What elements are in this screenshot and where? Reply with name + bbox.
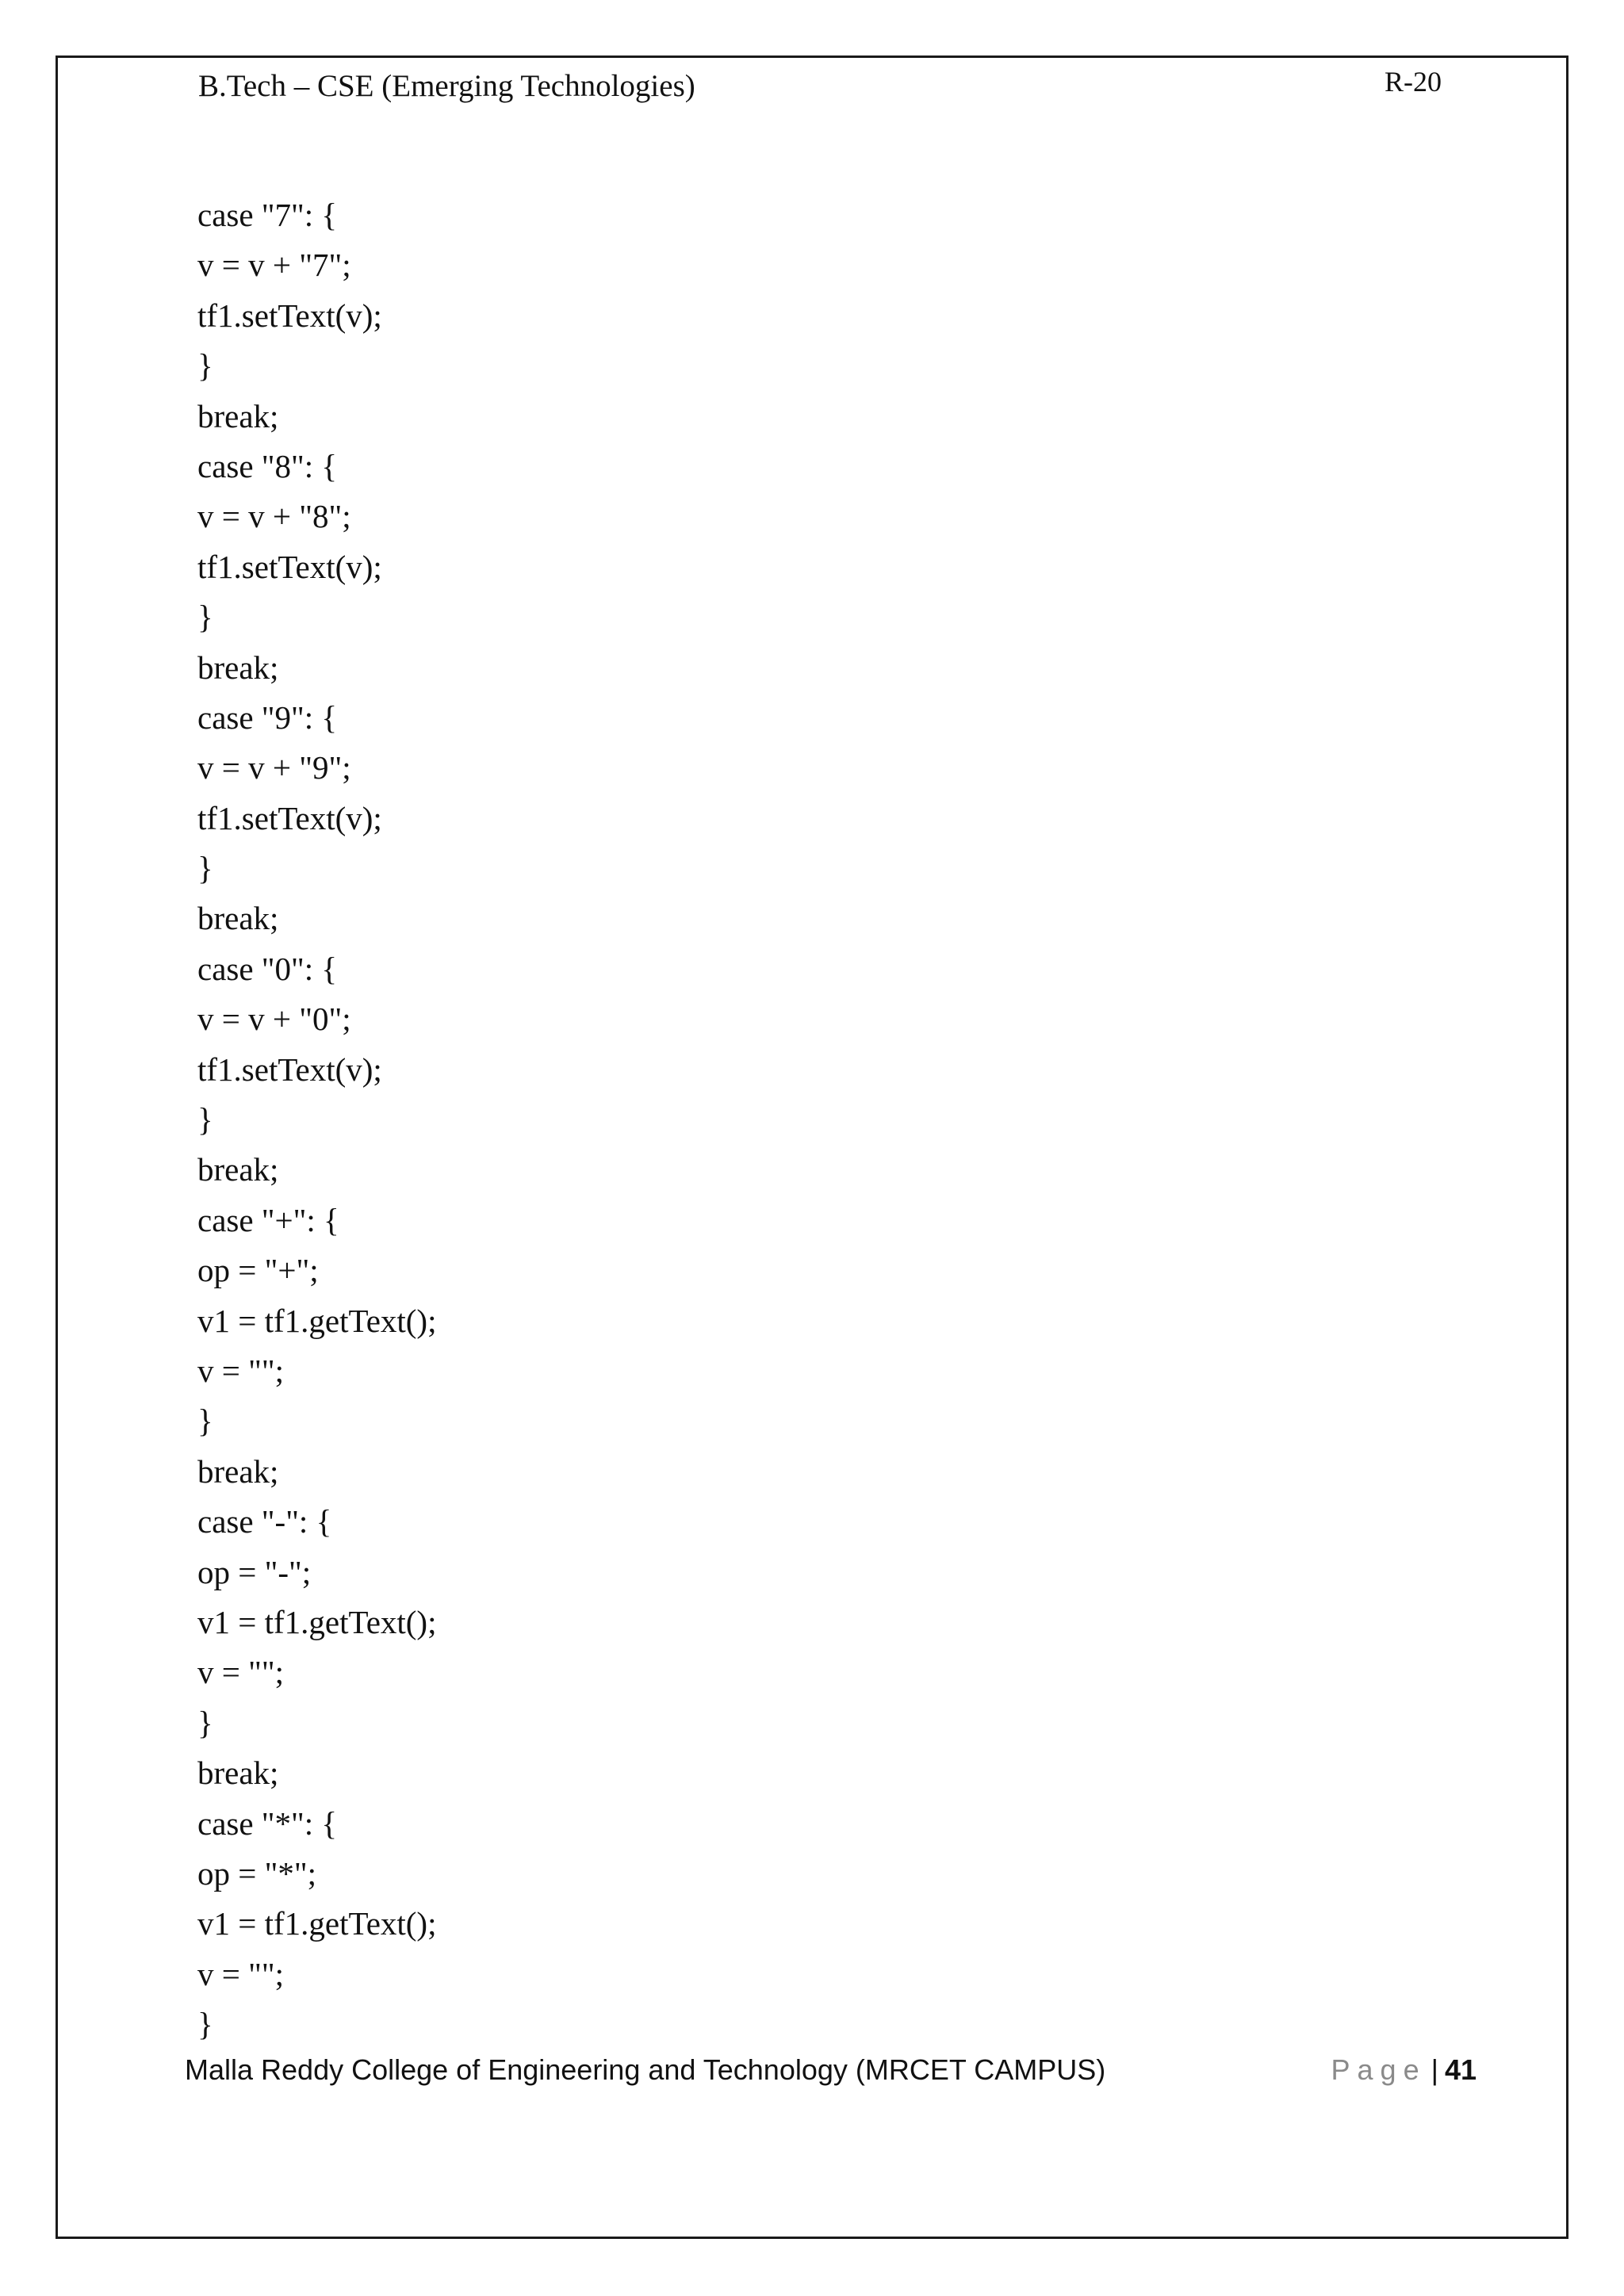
code-line: case "8": {: [197, 447, 338, 484]
code-line: case "+": {: [197, 1201, 339, 1238]
header-course-title: B.Tech – CSE (Emerging Technologies): [198, 69, 695, 103]
code-line: }: [197, 599, 213, 636]
code-line: v = "";: [197, 1352, 284, 1389]
code-line: op = "-";: [197, 1553, 312, 1590]
code-line: case "7": {: [197, 197, 338, 233]
code-line: op = "+";: [197, 1252, 319, 1289]
code-line: }: [197, 1101, 213, 1138]
code-line: tf1.setText(v);: [197, 1050, 382, 1088]
code-line: tf1.setText(v);: [197, 799, 382, 836]
code-line: v = "";: [197, 1955, 284, 1992]
code-line: }: [197, 1402, 213, 1440]
code-line: v = v + "9";: [197, 749, 351, 786]
code-line: break;: [197, 1452, 279, 1490]
code-listing: [197, 190, 436, 2049]
code-line: case "-": {: [197, 1503, 332, 1540]
code-line: }: [197, 1704, 213, 1741]
code-line: break;: [197, 1151, 279, 1188]
header-regulation: R-20: [1385, 66, 1442, 98]
code-line: v1 = tf1.getText();: [197, 1905, 437, 1942]
code-line: }: [197, 850, 213, 887]
page-word: Page: [1331, 2053, 1427, 2086]
code-line: }: [197, 347, 213, 385]
code-line: tf1.setText(v);: [197, 548, 382, 585]
code-line: break;: [197, 1755, 279, 1792]
code-line: case "*": {: [197, 1804, 338, 1842]
code-line: op = "*";: [197, 1854, 316, 1892]
page-number: 41: [1444, 2053, 1477, 2086]
code-line: v1 = tf1.getText();: [197, 1302, 437, 1339]
footer-page-label: [1331, 2053, 1477, 2087]
code-line: v = v + "8";: [197, 498, 351, 535]
page-separator: |: [1431, 2053, 1438, 2086]
code-line: break;: [197, 397, 279, 434]
code-line: break;: [197, 900, 279, 937]
code-line: break;: [197, 649, 279, 686]
code-line: v = v + "0";: [197, 1001, 351, 1038]
code-line: tf1.setText(v);: [197, 297, 382, 334]
code-line: case "0": {: [197, 950, 338, 987]
code-line: case "9": {: [197, 698, 338, 736]
code-line: v1 = tf1.getText();: [197, 1603, 437, 1640]
code-line: v = "";: [197, 1654, 284, 1691]
code-line: v = v + "7";: [197, 247, 351, 284]
code-line: }: [197, 2006, 213, 2043]
footer-institution: Malla Reddy College of Engineering and Technology (MRCET CAMPUS): [185, 2053, 1106, 2086]
